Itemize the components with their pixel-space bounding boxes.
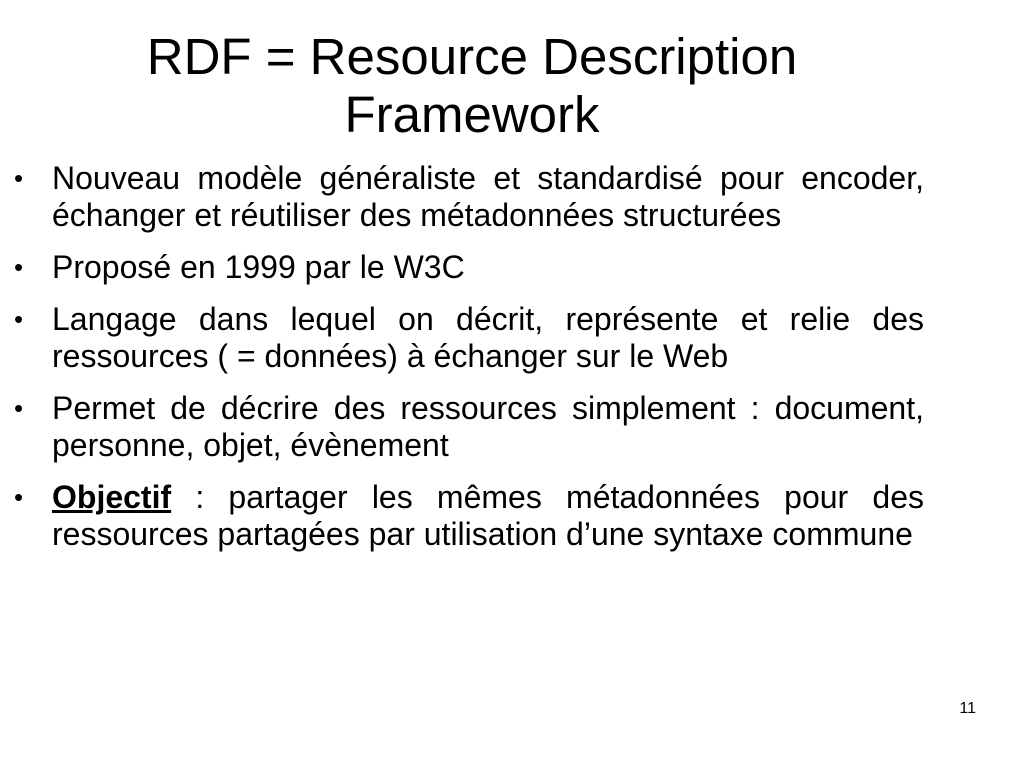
bullet-item-language <box>14 301 924 375</box>
bullet-marker: • <box>14 304 24 334</box>
page-number: 11 <box>959 700 976 717</box>
bullet-text: Nouveau modèle généraliste et standardisé pour encoder, échanger et réutiliser des métadonnées structurées <box>52 160 924 233</box>
bullet-item-describe-resources <box>14 390 924 464</box>
bullet-list <box>14 160 924 568</box>
slide-title-line-2: Framework <box>344 86 600 143</box>
bullet-marker: • <box>14 393 24 423</box>
bullet-text: : partager les mêmes métadonnées pour des ressources partagées par utilisation d’une syntaxe commune <box>52 479 924 552</box>
bullet-item-proposed-1999 <box>14 249 924 286</box>
bullet-marker: • <box>14 252 24 282</box>
bullet-marker: • <box>14 163 24 193</box>
bullet-text: Permet de décrire des ressources simplement : document, personne, objet, évènement <box>52 390 924 463</box>
slide-title <box>40 28 904 144</box>
bullet-text: Langage dans lequel on décrit, représente et relie des ressources ( = données) à échanger sur le Web <box>52 301 924 374</box>
bullet-marker: • <box>14 482 24 512</box>
bullet-text: Proposé en 1999 par le W3C <box>52 249 465 285</box>
slide-title-line-1: RDF = Resource Description <box>146 28 798 85</box>
objective-keyword: Objectif <box>52 479 172 515</box>
bullet-item-objective <box>14 479 924 553</box>
bullet-item-new-model <box>14 160 924 234</box>
